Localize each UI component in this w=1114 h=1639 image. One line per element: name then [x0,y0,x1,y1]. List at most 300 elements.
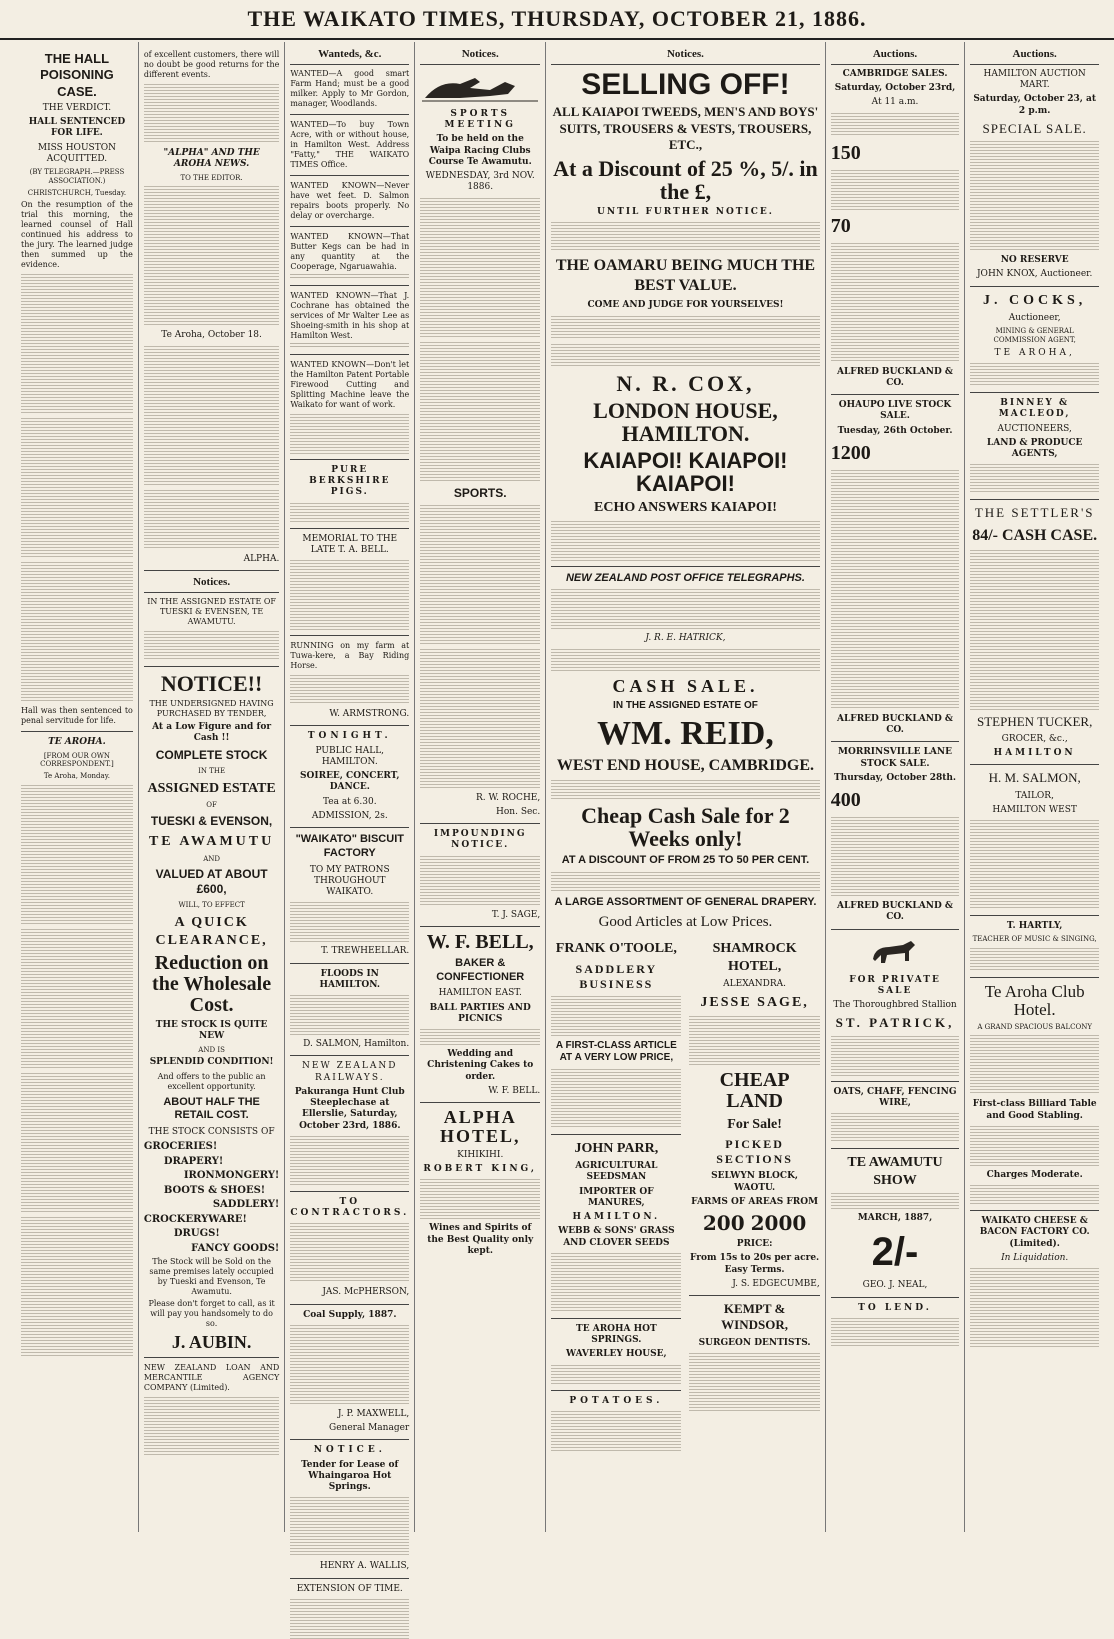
ad-text-block [970,1185,1099,1205]
thoroughbred-stallion: The Thoroughbred Stallion [833,1000,957,1010]
to-be-held: To be held on the Waipa Racing Clubs Course Te Awamutu. [428,134,532,167]
music-teacher: TEACHER OF MUSIC & SINGING, [972,935,1097,944]
tucker-grocer: GROCER, &c., [1001,733,1068,744]
good-articles: Good Articles at Low Prices. [598,914,773,931]
divider [290,459,409,460]
ad-text-block [290,503,409,523]
show-date: MARCH, 1887, [857,1213,933,1223]
horse-illustration [837,935,953,971]
te-awamutu: TE AWAMUTU [148,834,275,850]
running-notice: RUNNING on my farm at Tuwa-kere, a Bay Riding Horse. [290,641,410,670]
ad-text-block [551,1253,681,1313]
divider [420,1102,540,1103]
cocks-auctioneer: Auctioneer, [1008,313,1061,323]
salmon-tailor: TAILOR, [1015,790,1054,801]
divider [290,963,409,964]
ad-text-block [831,1318,960,1348]
article-text-block [144,84,279,144]
column-6 [826,42,966,1532]
stock-item: GROCERIES! [143,1141,218,1153]
floods-heading: FLOODS IN HAMILTON. [319,968,381,990]
cheap-land: CHEAP LAND [719,1068,790,1112]
oamaru-value: THE OAMARU BEING MUCH THE BEST VALUE. [555,257,816,295]
article-text-block [21,1073,133,1213]
cocks-name: J. COCKS, [983,292,1087,308]
ad-text-block [831,470,960,710]
will-effect: WILL, TO EFFECT [178,901,245,910]
at-low-figure: At a Low Figure and for Cash !! [152,721,272,743]
awamutu-show: TE AWAMUTU SHOW [847,1155,943,1188]
kempt-windsor: KEMPT & WINDSOR, [721,1301,788,1333]
morrinsville-date: Thursday, October 28th. [833,772,957,783]
sage-signature: T. J. SAGE, [491,909,541,920]
text-line [290,343,409,349]
divider [970,977,1099,978]
stock-item: CROCKERYWARE! [143,1213,247,1225]
land-produce-agents: LAND & PRODUCE AGENTS, [986,437,1083,459]
shamrock-hotel: SHAMROCK HOTEL, [712,941,797,974]
sentence-heading: HALL SENTENCED FOR LIFE. [28,117,126,139]
divider [144,666,279,667]
article-text-block [21,418,133,558]
stallion-icon [865,937,925,969]
quick-clearance: A QUICK CLEARANCE, [155,915,268,948]
column-3 [285,42,415,1594]
divider [970,764,1099,765]
stock-item: SADDLERY! [212,1199,280,1211]
program-text-block [420,342,540,482]
letter-signature: Te Aroha, October 18. [161,330,262,341]
club-hotel: Te Aroha Club Hotel. [984,982,1085,1019]
undersigned-line: THE UNDERSIGNED HAVING PURCHASED BY TENDER, [149,698,274,718]
ad-text-block [290,414,409,454]
article-paragraph: Hall was then sentenced to penal servitude for life. [21,706,133,726]
divider [551,566,819,567]
hon-sec: Hon. Sec. [496,806,541,817]
charges-moderate: Charges Moderate. [986,1169,1083,1180]
divider [420,926,540,927]
potatoes-heading: POTATOES. [569,1395,664,1406]
telegram-text-block [551,589,819,629]
wf-bell-signature: W. F. BELL. [488,1085,541,1096]
wedding-cakes: Wedding and Christening Cakes to order. [427,1049,534,1082]
and-label: AND [203,854,220,863]
to-editor: TO THE EDITOR. [180,173,243,182]
ad-text-block [290,1497,409,1557]
ad-text-block [831,1113,960,1143]
buckland-signature: ALFRED BUCKLAND & CO. [837,713,954,735]
saddlery-business: SADDLERY BUSINESS [575,961,658,991]
verdict-heading: THE VERDICT. [42,102,112,113]
to-lend: TO LEND. [858,1302,932,1313]
divider [290,1055,409,1056]
wanted-ad: WANTED—A good smart Farm Hand; must be a good milker. Apply to Mr Gordon, manager, Woodlands. [290,68,410,108]
morrinsville-sale: MORRINSVILLE LANE STOCK SALE. [838,747,952,769]
letter-author: ALPHA. [243,553,280,564]
headline: THE HALL POISONING CASE. [40,51,114,99]
aubin-signature: J. AUBIN. [171,1332,252,1353]
knox-auctioneer: JOHN KNOX, Auctioneer. [976,269,1093,280]
divider [290,114,409,115]
notice-text-block [144,1397,279,1457]
ad-text-block [970,948,1099,972]
masthead [0,0,1114,40]
divider [290,285,409,286]
head-count: 150 [830,141,861,164]
notices-header: Notices. [144,576,279,593]
cambridge-sales: CAMBRIDGE SALES. [842,68,948,79]
hartly-name: T. HARTLY, [1006,921,1063,931]
buckland-signature: ALFRED BUCKLAND & CO. [837,366,954,388]
column-5 [546,42,825,1532]
article-text-block [21,274,133,414]
tonight-heading: TONIGHT. [307,731,392,742]
divider [831,1297,960,1298]
ad-text-block [290,1223,409,1283]
binney-auctioneers: AUCTIONEERS, [997,423,1072,434]
program-text-block [420,649,540,789]
trewheellar-signature: T. TREWHEELLAR. [321,946,410,957]
offer-line: And offers to the public an excellent opportunity. [157,1071,266,1091]
biscuit-heading: "WAIKATO" BISCUIT FACTORY [295,833,404,859]
salmon-signature: D. SALMON, Hamilton. [303,1039,410,1049]
letter-text-block [144,186,279,326]
divider [290,1304,409,1305]
in-the: IN THE [198,767,226,776]
bell-name: W. F. BELL, [426,930,534,953]
coal-heading: Coal Supply, 1887. [303,1309,397,1320]
column-2 [139,42,285,1532]
divider [970,915,1099,916]
surgeon-dentists: SURGEON DENTISTS. [698,1337,811,1348]
ad-text-block [970,820,1099,910]
ad-text-block [831,243,960,363]
ad-text-block [551,996,681,1036]
salmon-tailor-name: H. M. SALMON, [988,770,1081,786]
horse-icon [420,70,540,104]
stock-item: FANCY GOODS! [191,1242,280,1254]
byline: (BY TELEGRAPH.—PRESS ASSOCIATION.) [29,168,125,185]
section-heading: TE AROHA. [48,737,106,748]
hall-name: PUBLIC HALL, HAMILTON. [315,745,385,767]
tender-heading: Tender for Lease of Whaingaroa Hot Springs. [301,1459,399,1492]
first-class-article: A FIRST-CLASS ARTICLE AT A VERY LOW PRICE, [555,1039,677,1064]
ad-text-block [551,521,819,561]
billiard-stabling: First-class Billiard Table and Good Stabling. [972,1099,1097,1121]
of-label: OF [206,801,217,810]
aroha-hot-springs: TE AROHA HOT SPRINGS. [576,1323,657,1346]
divider [144,570,279,571]
importer-manures: IMPORTER OF MANURES, [579,1186,654,1208]
divider [689,1295,819,1296]
neal-signature: GEO. J. NEAL, [862,1280,928,1291]
article-text-block [21,1217,133,1357]
complete-stock: COMPLETE STOCK [155,748,268,763]
armstrong-signature: W. ARMSTRONG. [329,709,410,719]
auction-mart: HAMILTON AUCTION MART. [983,68,1086,90]
notice-heading: NOTICE. [313,1445,386,1456]
article-text-block [21,929,133,1069]
soiree-line: SOIREE, CONCERT, DANCE. [300,771,400,793]
sale-date: Saturday, October 23rd, [834,83,956,93]
auctions-header: Auctions. [970,48,1099,65]
divider [831,1148,960,1149]
in-liquidation: In Liquidation. [1001,1252,1069,1263]
selling-off: SELLING OFF! [581,67,790,101]
notice-big-title: NOTICE!! [160,670,263,696]
divider [551,1134,681,1135]
column-7 [965,42,1104,1532]
wanteds-header: Wanteds, &c. [290,48,409,65]
ad-text-block [551,316,819,340]
railways-heading: NEW ZEALAND RAILWAYS. [302,1061,398,1083]
program-text-block [420,198,540,338]
large-assortment: A LARGE ASSORTMENT OF GENERAL DRAPERY. [554,895,817,908]
salmon-hamilton-west: HAMILTON WEST [992,804,1077,815]
cheap-cash-sale: Cheap Cash Sale for 2 Weeks only! [581,802,790,851]
nr-cox-name: N. R. COX, [616,370,755,396]
notices-header: Notices. [551,48,819,65]
ad-text-block [970,1268,1099,1348]
section-byline: [FROM OUR OWN CORRESPONDENT.] [40,751,114,769]
telegraphs-heading: NEW ZEALAND POST OFFICE TELEGRAPHS. [565,571,805,584]
divider [290,725,409,726]
contractors-heading: TO CONTRACTORS. [290,1196,410,1218]
article-paragraph: On the resumption of the trial this morning, the learned counsel of Hall continued his address to the jury. The learned judge then summed up the evidence. [21,200,133,270]
wanted-ad: WANTED KNOWN—Never have wet feet. D. Salmon repairs boots properly. No delay or overcharge. [290,180,410,220]
reduction-heading: Reduction on the Wholesale Cost. [152,952,272,1017]
stock-item: DRAPERY! [163,1155,224,1167]
west-end-house: WEST END HOUSE, CAMBRIDGE. [556,756,814,774]
pakuranga-heading: Pakuranga Hunt Club Steeplechase at Ellerslie, Saturday, October 23rd, 1886. [294,1086,405,1131]
ad-right [689,936,819,1455]
roche-signature: R. W. ROCHE, [476,792,541,803]
divider [551,1318,681,1319]
ad-text-block [290,902,409,942]
sale-time: At 11 a.m. [871,97,919,108]
ad-text-block [970,141,1099,251]
per-acre: From 15s to 20s per acre. Easy Terms. [690,1253,820,1275]
divider [831,394,960,395]
wines-line: Wines and Spirits of the Best Quality only kept. [427,1223,534,1256]
ad-text-block [290,995,409,1035]
ad-text-block [689,1353,819,1413]
binney-macleod: BINNEY & MACLEOD, [998,398,1071,420]
acreage-range [689,1211,819,1236]
kihikihi: KIHIKIHI. [457,1149,504,1160]
horse-race-illustration [426,69,534,105]
ad-text-block [831,1036,960,1076]
auctions-header: Auctions. [831,48,960,65]
divider [21,731,133,732]
ad-text-block [551,872,819,892]
discount-headline: At a Discount of 25 %, 5/. in the £, [553,156,818,205]
and-is: AND IS [198,1045,225,1054]
stephen-tucker: STEPHEN TUCKER, [977,713,1093,729]
ball-parties: BALL PARTIES AND PICNICS [429,1002,531,1024]
divider [831,1081,960,1082]
ad-text-block [290,1136,409,1186]
no-reserve: NO RESERVE [1000,255,1069,265]
pigs-heading: PURE BERKSHIRE PIGS. [309,464,391,498]
until-further-notice: UNTIL FURTHER NOTICE. [597,207,774,218]
discount-range: AT A DISCOUNT OF FROM 25 TO 50 PER CENT. [561,853,810,866]
divider [290,1439,409,1440]
ad-text-block [290,1325,409,1405]
wanted-ad: WANTED—To buy Town Acre, with or without house, in Hamilton West. Address "Fatty," THE WAIKATO TIMES Office. [290,119,410,169]
estate-notice: IN THE ASSIGNED ESTATE OF TUESKI & EVENSEN, TE AWAMUTU. [147,596,276,626]
column-1 [16,42,139,1532]
ad-text-block [970,464,1099,494]
article-paragraph: of excellent customers, there will no doubt be good returns for the different events. [143,50,280,79]
acres-from: 200 [702,1211,745,1236]
waverley-house: WAVERLEY HOUSE, [566,1349,667,1360]
newspaper-title: THE WAIKATO TIMES, THURSDAY, OCTOBER 21, 1886. [247,6,867,31]
hamilton-east: HAMILTON EAST. [438,988,522,999]
robert-king: ROBERT KING, [423,1164,538,1175]
webb-seeds: WEBB & SONS' GRASS AND CLOVER SEEDS [558,1226,675,1248]
ohaupo-date: Tuesday, 26th October. [837,425,953,436]
buckland-signature: ALFRED BUCKLAND & CO. [837,901,954,923]
extension-heading: EXTENSION OF TIME. [296,1583,403,1594]
divider [551,1390,681,1391]
st-patrick: ST. PATRICK, [835,1015,955,1031]
divider [290,354,409,355]
wanted-ad: WANTED KNOWN—Don't let the Hamilton Patent Portable Firewood Cutting and Splitting Machine leave the Waikato for want of work. [290,359,410,409]
price-label: PRICE: [736,1239,773,1250]
divider [290,528,409,529]
program-text-block [420,505,540,645]
stock-consists: THE STOCK CONSISTS OF [148,1127,275,1138]
memorial-heading: MEMORIAL TO THE LATE T. A. BELL. [302,533,398,555]
for-sale: For Sale! [727,1116,782,1132]
cash-case-heading: 84/- CASH CASE. [972,526,1098,544]
valued-at: VALUED AT ABOUT £600, [155,867,268,897]
tueski-evenson: TUESKI & EVENSON, [150,814,273,829]
ad-text-block [551,344,819,368]
stock-item: IRONMONGERY! [183,1170,280,1182]
letter-heading: "ALPHA" AND THE AROHA NEWS. [163,148,260,170]
meeting-date: WEDNESDAY, 3rd NOV. 1886. [425,171,535,193]
ad-text-block [831,817,960,897]
two-column-ads [551,936,819,1455]
mart-date: Saturday, October 23, at 2 p.m. [973,94,1096,116]
dont-forget: Please don't forget to call, as it will pay you handsomely to do so. [148,1299,275,1329]
ad-text-block [290,1599,409,1639]
divider [420,823,540,824]
john-parr: JOHN PARR, [574,1140,659,1156]
ad-text-block [689,1016,819,1066]
picked-sections: PICKED SECTIONS [716,1137,793,1167]
ad-text-block [420,1029,540,1045]
stock-item: DRUGS! [173,1228,220,1240]
columns [16,42,1104,1594]
divider [290,226,409,227]
letter-text-block [144,490,279,550]
impounding-heading: IMPOUNDING NOTICE. [433,829,527,851]
baker-title: BAKER & CONFECTIONER [436,956,525,983]
splendid-condition: SPLENDID CONDITION! [149,1057,274,1068]
parr-hamilton: HAMILTON. [572,1212,661,1223]
ad-text-block [970,1126,1099,1166]
letter-text-block [144,346,279,486]
mcpherson-signature: JAS. McPHERSON, [322,1287,410,1298]
edgecumbe-signature: J. S. EDGECUMBE, [732,1278,820,1289]
notice-text-block [420,856,540,906]
assigned-estate: ASSIGNED ESTATE [147,780,276,796]
stock-item: BOOTS & SHOES! [163,1184,266,1196]
agricultural-seedsman: AGRICULTURAL SEEDSMAN [575,1161,658,1183]
column-4 [415,42,546,1532]
tea-time: Tea at 6.30. [322,796,377,807]
ad-text-block [831,113,960,137]
divider [831,929,960,930]
ad-text-block [831,170,960,210]
text-line [290,274,409,280]
head-count: 70 [830,214,851,237]
kaiapoi-goods: ALL KAIAPOI TWEEDS, MEN'S AND BOYS' SUITS, TROUSERS & VESTS, TROUSERS, ETC., [552,104,819,152]
alexandra: ALEXANDRA. [723,979,787,990]
divider [831,741,960,742]
divider [144,1357,279,1358]
admission: ADMISSION, 2s. [311,810,388,821]
grand-balcony: A GRAND SPACIOUS BALCONY [977,1022,1092,1031]
frank-otoole: FRANK O'TOOLE, [555,941,677,957]
special-sale: SPECIAL SALE. [982,120,1087,136]
sports-heading: SPORTS. [453,485,507,500]
wanted-ad: WANTED KNOWN—That Butter Kegs can be had in any quantity at the Cooperage, Ngaruawahia. [290,231,410,271]
half-retail: ABOUT HALF THE RETAIL COST. [163,1095,260,1122]
ad-text-block [551,1069,681,1129]
ad-text-block [551,780,819,800]
kaiapoi-triple: KAIAPOI! KAIAPOI! KAIAPOI! [583,447,788,497]
divider [290,635,409,636]
divider [970,1210,1099,1211]
two-shillings-price: 2/- [871,1230,919,1275]
ad-text-block [551,649,819,673]
come-and-judge: COME AND JUDGE FOR YOURSELVES! [587,300,784,311]
tucker-hamilton: HAMILTON [993,748,1076,758]
assigned-estate-of: IN THE ASSIGNED ESTATE OF [613,699,758,711]
maxwell-signature: J. P. MAXWELL, [337,1408,410,1419]
settlers-heading: THE SETTLER'S [974,505,1095,521]
divider [290,1191,409,1192]
ad-text-block [970,363,1099,387]
cocks-te-aroha: TE AROHA, [994,347,1075,358]
london-house: LONDON HOUSE, HAMILTON. [593,397,778,446]
sports-meeting-heading: SPORTS MEETING [444,108,516,130]
ad-text-block [551,1365,681,1385]
farms-of-areas: FARMS OF AREAS FROM [691,1196,819,1207]
head-count: 1200 [830,441,871,464]
ad-text-block [551,222,819,252]
ohaupo-sale: OHAUPO LIVE STOCK SALE. [838,400,952,422]
hatrick-name: J. R. E. HATRICK, [645,633,726,644]
wm-reid-name: WM. REID, [597,715,774,753]
acquitted-heading: MISS HOUSTON ACQUITTED. [37,142,116,164]
general-manager: General Manager [329,1423,410,1433]
ad-text-block [290,675,409,705]
article-text-block [21,562,133,702]
divider [290,827,409,828]
echo-answers: ECHO ANSWERS KAIAPOI! [594,500,777,516]
ad-text-block [831,1193,960,1209]
section-dateline: Te Aroha, Monday. [43,772,110,780]
price-list-block [970,550,1099,710]
divider [970,286,1099,287]
notices-header: Notices. [420,48,540,65]
private-sale: FOR PRIVATE SALE [849,974,941,996]
